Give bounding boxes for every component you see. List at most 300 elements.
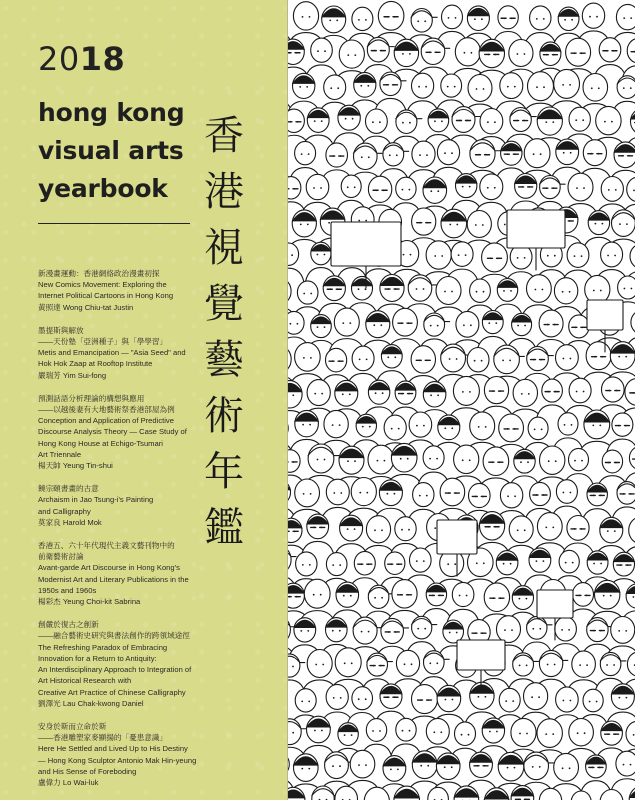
figure-eye [539,628,541,630]
figure-eye [623,87,625,89]
figure-eye [633,596,635,598]
figure-eye [517,325,519,327]
article-title-line: Modernist Art and Literary Publications in the [38,574,189,584]
figure-eye [454,563,456,565]
figure-head [307,380,330,406]
figure-head [601,177,623,202]
figure-eye [510,290,512,292]
figure-eye [526,665,528,667]
figure-eye [468,734,470,736]
figure-eye [534,429,536,431]
cover-year [38,40,125,78]
figure-head [366,109,388,133]
article-entry [38,721,278,788]
figure-head [540,446,565,474]
figure-eye [417,628,419,630]
figure-eye [419,154,421,156]
figure-eye [340,492,342,494]
figure-eye [373,324,375,326]
figure-eye [563,700,565,702]
figure-eye [344,734,346,736]
figure-head [334,308,359,336]
article-entry [38,325,278,381]
article-title-line: 安身於斯而立命於斯 [38,721,107,731]
figure-eye [524,53,526,55]
article-title-line: 創嚴於復古之創新 [38,620,99,630]
figure-eye [302,16,304,18]
figure-eye [570,492,572,494]
figure-eye [454,86,456,88]
figure-eye [607,255,609,257]
figure-head [542,379,563,402]
figure-head [524,139,550,168]
figure-eye [350,595,352,597]
figure-eye [347,54,349,56]
figure-eye [354,186,356,188]
figure-head [311,38,333,62]
figure-eye [451,427,453,429]
article-author: 黃照達 Wong Chiu-tat Justin [38,302,134,312]
figure-eye [481,360,483,362]
figure-eye [351,734,353,736]
figure-eye [361,156,363,158]
figure-eye [469,186,471,188]
article-title-line: 饒宗頤書畫的古意 [38,484,99,494]
figure-eye [354,54,356,56]
figure-eye [402,730,404,732]
figure-eye [307,224,309,226]
figure-eye [575,119,577,121]
figure-eye [483,88,485,90]
figure-head [618,276,635,299]
figure-eye [521,393,523,395]
chinese-title-char: 視 [204,225,244,271]
figure-eye [564,19,566,21]
article-title-line: 新漫畫運動：香港網絡政治漫畫初探 [38,269,160,278]
article-title-line: Archaism in Jao Tsung-i's Painting [38,495,154,505]
figure-eye [545,527,547,529]
figure-eye [563,152,565,154]
figure-head [368,176,391,202]
figure-eye [591,87,593,89]
figure-head [569,315,589,338]
article-title-line: ——天份塾「亞洲種子」與「學學習」 [38,337,168,347]
figure-head [456,311,479,337]
figure-eye [507,86,509,88]
figure-eye [589,16,591,18]
figure-eye [464,52,466,54]
figure-eye [425,86,427,88]
article-title-line: Hok Hok Zaap at Rooftop Institute [38,359,153,369]
figure-eye [314,120,316,122]
figure-eye [365,19,367,21]
figure-eye [474,18,476,20]
figure-head [467,211,491,238]
figure-eye [436,662,438,664]
chinese-title-char: 鑑 [204,505,244,551]
figure-head [296,552,317,576]
figure-eye [375,392,377,394]
figure-head [350,750,375,778]
article-author: 楊彩杰 Yeung Choi-kit Sabrina [38,597,141,607]
figure-eye [381,529,383,531]
figure-eye [444,766,446,768]
figure-eye [426,154,428,156]
figure-eye [503,290,505,292]
figure-head [366,719,386,742]
figure-eye [541,429,543,431]
figure-eye [570,700,572,702]
figure-eye [458,254,460,256]
figure-eye [507,495,509,497]
figure-head [411,346,435,373]
figure-eye [424,20,426,22]
figure-eye [402,53,404,55]
figure-head [341,175,361,197]
figure-eye [411,663,413,665]
figure-head [307,650,332,678]
figure-eye [552,527,554,529]
figure-eye [624,288,626,290]
figure-eye [535,289,537,291]
figure-eye [571,424,573,426]
article-title-line: The Refreshing Paradox of Embracing [38,642,168,652]
figure-head [326,684,348,709]
figure-eye [424,628,426,630]
figure-eye [343,595,345,597]
chinese-title-char: 香 [204,113,244,159]
figure-eye [459,595,461,597]
figure-eye [536,560,538,562]
figure-eye [625,630,627,632]
figure-head [511,718,536,746]
figure-head [528,417,548,440]
figure-eye [552,733,554,735]
figure-eye [336,20,338,22]
figure-eye [570,152,572,154]
figure-eye [502,360,504,362]
figure-eye [599,425,601,427]
figure-eye [358,220,360,222]
figure-head [326,143,348,167]
figure-eye [526,733,528,735]
figure-eye [475,224,477,226]
figure-eye [462,459,464,461]
figure-eye [444,291,446,293]
figure-eye [429,458,431,460]
figure-eye [368,156,370,158]
figure-head [441,74,462,97]
figure-head [287,311,304,334]
figure-head [295,479,320,507]
title-divider [38,223,190,224]
article-entry [38,393,278,471]
figure-head [569,378,591,403]
figure-eye [300,224,302,226]
article-title-line: 預測話語分析理論的構想與應用 [38,393,145,403]
article-title-line: ——融合藝術史研究與書法創作的跨領域途徑 [38,631,190,641]
article-title-line: 墨提斯與解放 [38,325,84,335]
figure-eye [330,87,332,89]
figure-eye [531,696,533,698]
figure-eye [463,324,465,326]
figure-eye [626,697,628,699]
figure-eye [420,765,422,767]
figure-eye [507,767,509,769]
figure-eye [366,492,368,494]
figure-eye [309,564,311,566]
figure-eye [292,732,294,734]
figure-eye [380,324,382,326]
figure-head [567,516,589,541]
figure-head [339,40,364,68]
figure-eye [524,257,526,259]
figure-eye [569,767,571,769]
figure-eye [324,326,326,328]
figure-eye [631,288,633,290]
figure-head [326,479,349,505]
figure-head [482,243,508,272]
chinese-title-char: 覺 [204,281,244,327]
figure-head [440,478,465,506]
figure-head [497,616,521,643]
figure-eye [317,254,319,256]
figure-eye [579,664,581,666]
figure-head [539,310,563,337]
figure-eye [365,764,367,766]
article-title-line: Art Triennale [38,449,82,459]
figure-head [585,275,610,303]
article-entry [38,619,278,709]
figure-eye [310,293,312,295]
figure-eye [481,18,483,20]
figure-eye [471,52,473,54]
figure-eye [320,187,322,189]
article-title-line: and His Sense of Foreboding [38,766,137,776]
figure-eye [611,121,613,123]
figure-head [335,648,361,677]
figure-eye [476,88,478,90]
figure-eye [527,461,529,463]
title-line-2: visual arts [38,136,184,165]
figure-eye [377,460,379,462]
figure-eye [418,86,420,88]
figure-eye [569,291,571,293]
figure-head [530,482,551,505]
figure-eye [313,187,315,189]
figure-head [599,38,621,62]
figure-head [426,718,449,744]
figure-head [384,415,406,440]
figure-head [392,580,417,608]
figure-head [556,480,577,504]
figure-head [409,412,432,437]
chinese-title-char: 年 [204,449,244,495]
article-author: 嚴瑞芳 Yim Sui-fong [38,370,107,380]
article-title-line: An Interdisciplinary Approach to Integration of [38,665,192,675]
figure-head [555,617,577,641]
figure-head [295,141,316,164]
figure-eye [630,87,632,89]
chinese-title-char: 藝 [204,337,244,383]
figure-eye [452,699,454,701]
figure-head [352,7,373,30]
figure-eye [359,492,361,494]
figure-eye [339,424,341,426]
figure-eye [437,325,439,327]
figure-eye [333,697,335,699]
figure-eye [456,358,458,360]
article-title-line: Innovation for a Return to Antiquity: [38,653,157,663]
figure-eye [608,189,610,191]
figure-eye [339,564,341,566]
figure-eye [630,17,632,19]
figure-eye [623,17,625,19]
figure-eye [434,255,436,257]
figure-eye [324,50,326,52]
figure-eye [447,86,449,88]
figure-head [602,377,625,402]
figure-head [596,106,621,134]
year-prefix: 20 [38,40,80,78]
article-entry [38,268,278,313]
figure-head [530,6,551,30]
figure-eye [570,358,572,360]
figure-eye [449,224,451,226]
crowd-figures [287,1,635,800]
figure-head [586,342,611,370]
figure-eye [619,697,621,699]
figure-eye [519,733,521,735]
figure-eye [543,560,545,562]
figure-eye [565,562,567,564]
figure-eye [361,631,363,633]
figure-head [324,75,346,100]
figure-eye [474,360,476,362]
figure-eye [485,696,487,698]
figure-head [396,650,419,676]
figure-eye [358,19,360,21]
protest-sign [437,520,477,554]
figure-head [480,109,503,134]
figure-eye [390,769,392,771]
figure-eye [347,460,349,462]
figure-eye [301,153,303,155]
figure-eye [589,701,591,703]
figure-eye [423,425,425,427]
figure-head [500,483,522,508]
figure-head [612,413,633,436]
chinese-title-char: 港 [204,169,244,215]
figure-eye [584,732,586,734]
figure-head [524,683,548,710]
protest-sign [587,300,623,330]
figure-eye [532,766,534,768]
figure-eye [504,224,506,226]
figure-eye [526,598,528,600]
figure-eye [362,426,364,428]
figure-head [453,376,479,405]
figure-eye [342,322,344,324]
figure-eye [448,17,450,19]
figure-eye [434,527,436,529]
figure-head [566,38,591,66]
figure-eye [540,153,542,155]
article-title-line: Hong Kong House at Echigo-Tsumari [38,438,163,448]
figure-eye [607,530,609,532]
figure-eye [577,732,579,734]
figure-eye [569,84,571,86]
figure-eye [568,629,570,631]
figure-eye [592,425,594,427]
crowd-drawing [287,0,635,800]
figure-eye [349,393,351,395]
figure-eye [329,20,331,22]
figure-head [368,445,394,474]
title-line-1: hong kong [38,98,185,127]
figure-eye [437,190,439,192]
figure-head [412,73,434,98]
article-author: 楊天帥 Yeung Tin-shui [38,461,113,471]
figure-eye [619,223,621,225]
figure-eye [494,121,496,123]
figure-eye [398,428,400,430]
figure-eye [603,595,605,597]
figure-eye [554,255,556,257]
protest-sign [457,640,505,670]
figure-head [437,140,459,165]
figure-eye [342,393,344,395]
figure-head [559,550,579,573]
chinese-title-char: 術 [204,393,244,439]
figure-eye [517,53,519,55]
figure-eye [419,495,421,497]
figure-eye [407,458,409,460]
figure-head [554,69,580,98]
figure-eye [478,696,480,698]
figure-eye [321,730,323,732]
figure-eye [536,18,538,20]
figure-eye [381,597,383,599]
article-title-line: 前衛藝術討論 [38,552,84,562]
year-suffix: 18 [79,40,126,78]
figure-eye [602,223,604,225]
title-line-3: yearbook [38,174,168,203]
figure-eye [633,734,635,736]
figure-eye [581,460,583,462]
figure-eye [449,632,451,634]
figure-eye [504,629,506,631]
figure-head [469,483,491,507]
figure-head [451,242,473,267]
figure-eye [444,152,446,154]
figure-eye [310,357,312,359]
figure-eye [321,393,323,395]
figure-eye [469,391,471,393]
figure-eye [476,291,478,293]
article-title-line: New Comics Movement: Exploring the [38,280,167,290]
figure-head [500,73,523,99]
figure-eye [461,734,463,736]
figure-eye [429,662,431,664]
figure-head [558,413,578,435]
figure-eye [365,220,367,222]
figure-head [423,446,444,470]
figure-eye [404,663,406,665]
figure-head [569,107,590,131]
figure-head [412,141,435,167]
figure-eye [547,255,549,257]
